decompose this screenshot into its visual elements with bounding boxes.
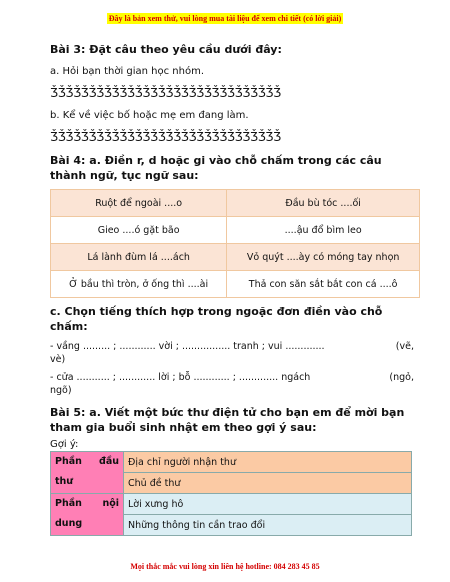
fill-line-1 <box>50 340 420 366</box>
hotline-footer: Mọi thắc mắc vui lòng xin liên hệ hotline: 084 283 45 85 <box>130 562 320 571</box>
table-cell: ....ậu đổ bìm leo <box>227 217 420 244</box>
table-cell: Vỏ quýt ....ày có móng tay nhọn <box>227 244 420 271</box>
bai3-question-a: a. Hỏi bạn thời gian học nhóm. <box>50 66 205 77</box>
table-cell: Gieo ....ó gặt bão <box>51 217 227 244</box>
table-cell: Địa chỉ người nhận thư <box>124 452 412 473</box>
table-row <box>51 452 412 473</box>
fill-line-1-options: (vẽ, <box>395 341 414 352</box>
table-cell: Chủ đề thư <box>124 473 412 494</box>
table-cell: Đầu bù tóc ....ối <box>227 190 420 217</box>
bai3-question-b: b. Kể về việc bố hoặc mẹ em đang làm. <box>50 110 249 121</box>
table-row <box>51 217 420 244</box>
bai4-title: Bài 4: a. Điền r, d hoặc gi vào chỗ chấm trong các câu thành ngữ, tục ngữ sau: <box>50 154 382 182</box>
table-cell: Thả con săn sắt bắt con cá ....ô <box>227 271 420 298</box>
row-label-content: Phần nội dung <box>51 494 124 536</box>
bai3-answer-line-a: ǮǮǮǮǮǮǮǮǮǮǮǮǮǮǮǮǮǮǮǮǮǮǮǮǮǮǮǮǮǮ <box>50 86 281 100</box>
fill-line-2-options-cont: ngõ) <box>50 385 72 396</box>
fill-line-2-text: - cửa ........... ; ............ lời ; bỗ ............ ; ............. ngách <box>50 372 311 383</box>
table-row <box>51 494 412 515</box>
preview-banner-text: Đây là bản xem thử, vui lòng mua tài liệu để xem chi tiết (có lời giải) <box>108 14 342 23</box>
table-cell: Những thông tin cần trao đổi <box>124 515 412 536</box>
table-row <box>51 271 420 298</box>
preview-banner <box>0 6 450 25</box>
guide-label: Gợi ý: <box>50 439 79 450</box>
row-label-header: Phần đầu thư <box>51 452 124 494</box>
fill-line-2 <box>50 371 420 397</box>
fill-line-1-options-cont: vè) <box>50 354 66 365</box>
table-cell: Lá lành đùm lá ....ách <box>51 244 227 271</box>
bai4-c-title: c. Chọn tiếng thích hợp trong ngoặc đơn điền vào chỗ chấm: <box>50 305 383 333</box>
fill-line-2-options: (ngỏ, <box>389 372 414 383</box>
fill-line-1-text: - vầng ......... ; ............ vời ; ................ tranh ; vui ............. <box>50 341 325 352</box>
table-row <box>51 244 420 271</box>
bai3-title: Bài 3: Đặt câu theo yêu cầu dưới đây: <box>50 43 282 56</box>
table-cell: Lời xưng hô <box>124 494 412 515</box>
proverb-table <box>50 189 420 298</box>
table-cell: Ở bầu thì tròn, ở ống thì ....ài <box>51 271 227 298</box>
bai5-title: Bài 5: a. Viết một bức thư điện tử cho bạn em để mời bạn tham gia buổi sinh nhật em theo gợi ý sau: <box>50 406 405 434</box>
table-cell: Ruột để ngoài ....o <box>51 190 227 217</box>
email-guide-table <box>50 451 412 536</box>
document-body <box>50 42 420 536</box>
table-row <box>51 190 420 217</box>
bai3-answer-line-b: ǮǮǮǮǮǮǮǮǮǮǮǮǮǮǮǮǮǮǮǮǮǮǮǮǮǮǮǮǮǮ <box>50 130 281 144</box>
